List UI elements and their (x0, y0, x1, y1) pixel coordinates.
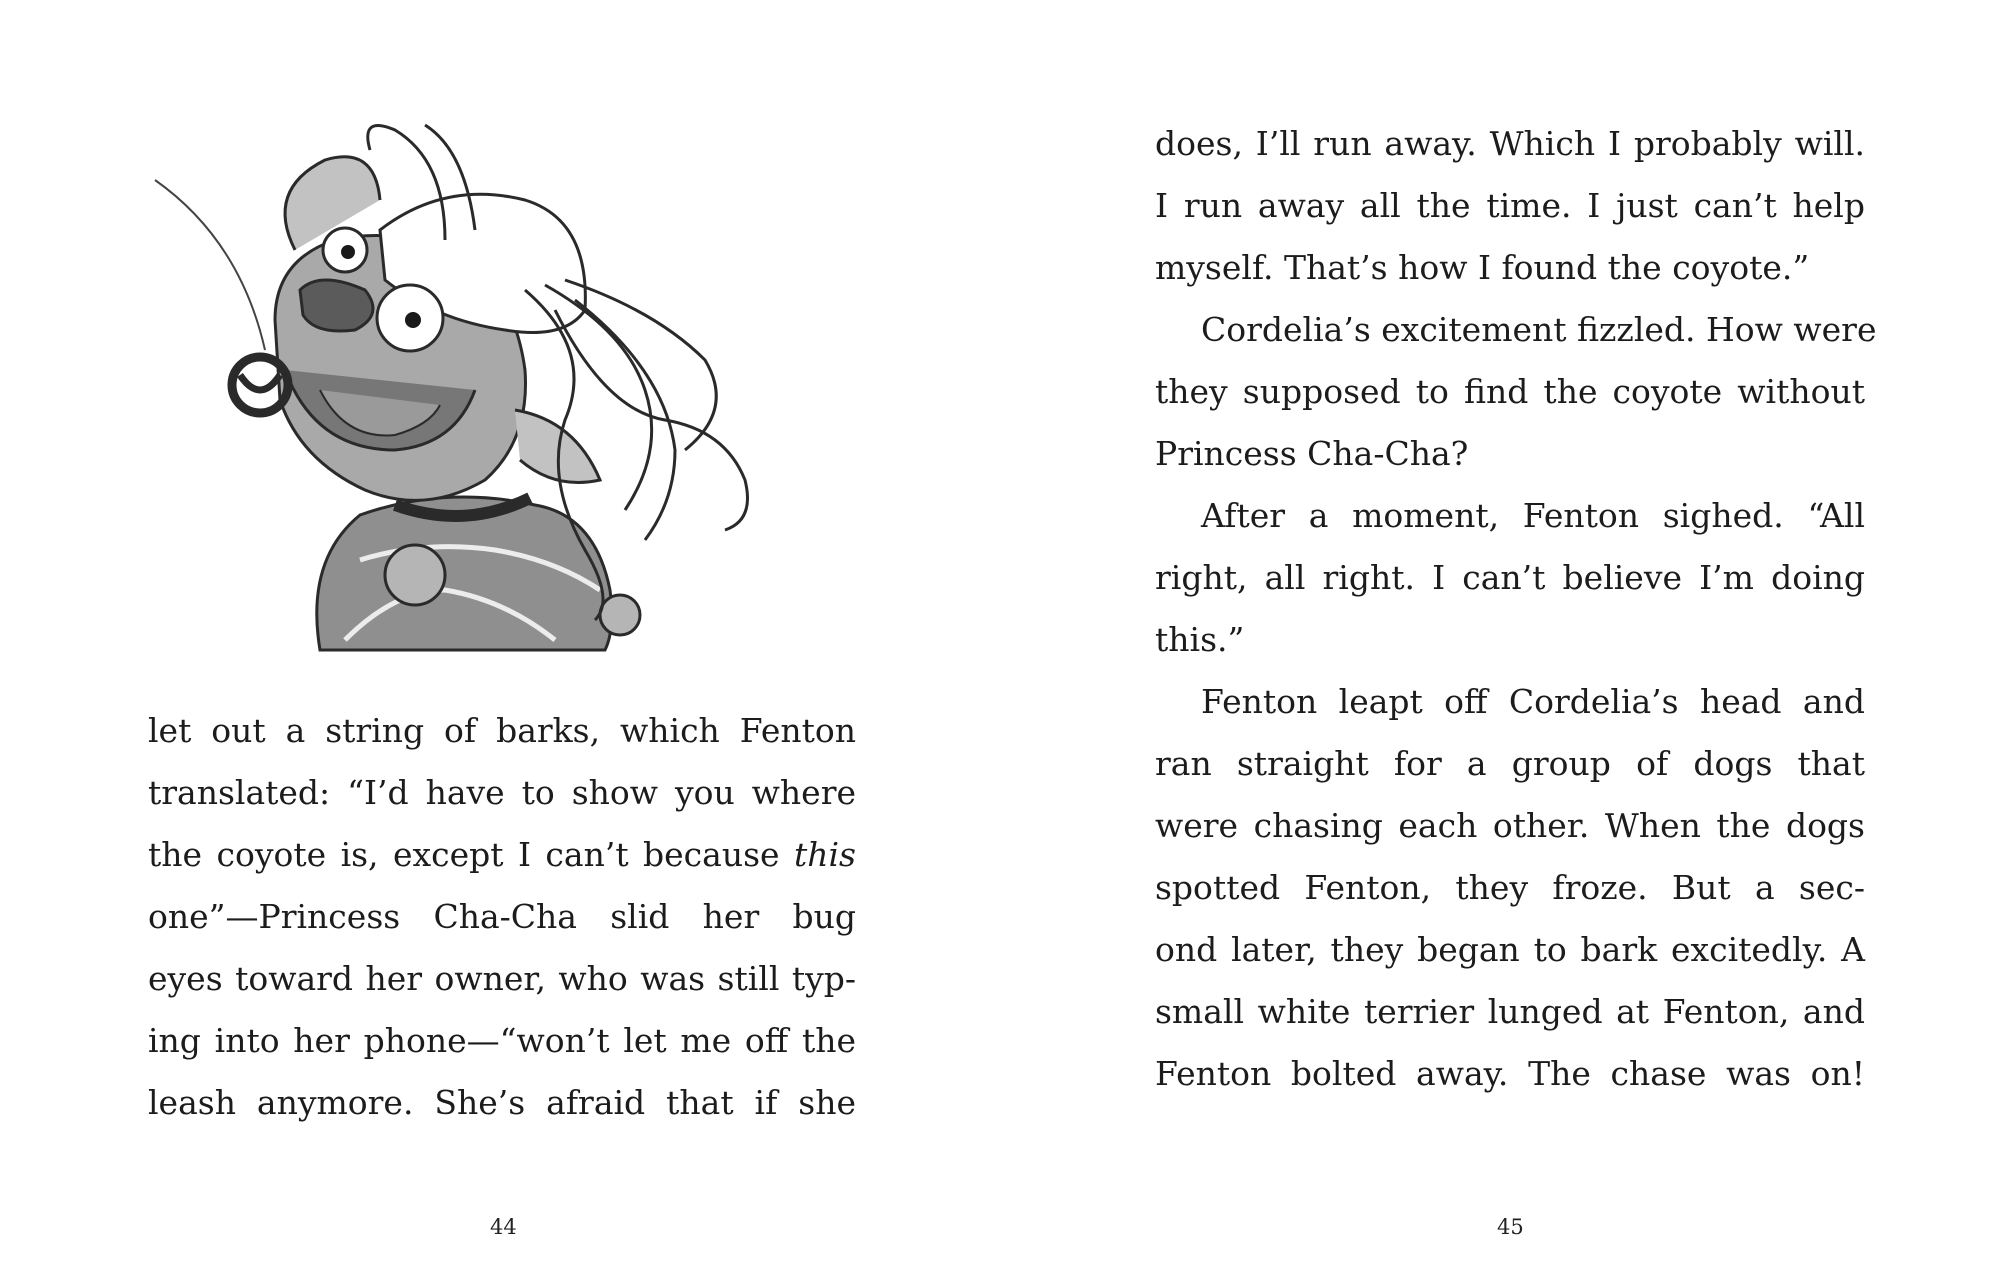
text-line: let out a string of barks, which Fenton (148, 711, 856, 750)
text-line: I run away all the time. I just can’t help (1155, 186, 1865, 225)
text-line: were chasing each other. When the dogs (1155, 806, 1865, 845)
text-line: myself. That’s how I found the coyote.” (1155, 248, 1810, 287)
text-line: After a moment, Fenton sighed. “All (1201, 496, 1865, 535)
text-line: Cordelia’s excitement fizzled. How were (1201, 310, 1877, 349)
text-line: Princess Cha-Cha? (1155, 434, 1469, 473)
text-line: ran straight for a group of dogs that (1155, 744, 1865, 783)
text-line: translated: “I’d have to show you where (148, 773, 856, 812)
page-number: 45 (1497, 1215, 1524, 1239)
text-line: Fenton leapt off Cordelia’s head and (1201, 682, 1865, 721)
text-line: leash anymore. She’s afraid that if she (148, 1083, 856, 1122)
text-line: ond later, they began to bark excitedly. A (1155, 930, 1865, 969)
text-line: spotted Fenton, they froze. But a sec- (1155, 868, 1865, 907)
right-page (1000, 0, 2000, 1272)
text-line: the coyote is, except I can’t because this (148, 835, 856, 874)
text-line: Fenton bolted away. The chase was on! (1155, 1054, 1865, 1093)
text-line: does, I’ll run away. Which I probably will. (1155, 124, 1865, 163)
text-line: one”—Princess Cha-Cha slid her bug (148, 897, 856, 936)
dog-with-spaghetti-hat-icon (145, 120, 805, 665)
text-line: eyes toward her owner, who was still typ- (148, 959, 856, 998)
text-line: ing into her phone—“won’t let me off the (148, 1021, 856, 1060)
text-line: they supposed to find the coyote without (1155, 372, 1865, 411)
text-line: right, all right. I can’t believe I’m doing (1155, 558, 1865, 597)
left-page-text (148, 700, 856, 1134)
text-line: this.” (1155, 620, 1245, 659)
right-page-text (1155, 113, 1877, 1105)
page-number: 44 (490, 1215, 517, 1239)
text-line: small white terrier lunged at Fenton, and (1155, 992, 1865, 1031)
